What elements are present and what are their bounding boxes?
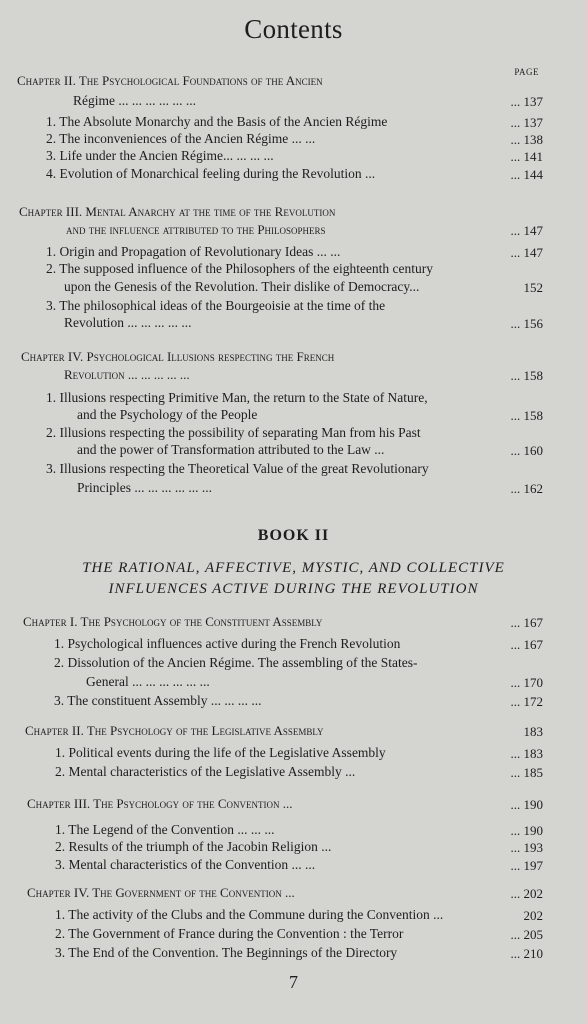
toc-line-text: Chapter IV. The Government of the Convention ...	[27, 885, 295, 900]
toc-entry-line	[46, 165, 375, 182]
toc-page-number: ... 167	[510, 637, 543, 652]
toc-line-text: 2. Results of the triumph of the Jacobin Religion ...	[55, 839, 332, 854]
toc-entry-line	[46, 113, 387, 130]
toc-line-text: 1. Illusions respecting Primitive Man, the return to the State of Nature,	[46, 390, 428, 405]
toc-entry-line	[46, 260, 433, 277]
toc-entry-line	[46, 243, 340, 260]
toc-line-text: Revolution ... ... ... ... ...	[64, 315, 192, 330]
toc-line-text: 2. Illusions respecting the possibility of separating Man from his Past	[46, 425, 421, 440]
toc-entry-line	[55, 906, 443, 923]
toc-line-text: and the power of Transformation attributed to the Law ...	[77, 442, 385, 457]
toc-page-number: ... 156	[510, 316, 543, 331]
toc-line-text: 1. Political events during the life of the Legislative Assembly	[55, 745, 386, 760]
toc-line-text: Chapter III. Mental Anarchy at the time of the Revolution	[19, 204, 336, 219]
toc-chapter-line	[25, 722, 323, 739]
toc-entry-line	[64, 278, 419, 295]
toc-page-number: ... 190	[510, 797, 543, 812]
toc-chapter-line	[66, 221, 326, 238]
toc-page-number: ... 138	[510, 132, 543, 147]
toc-line-text: Chapter I. The Psychology of the Constituent Assembly	[23, 614, 323, 629]
toc-page-number: 152	[523, 280, 543, 295]
book-heading: BOOK II	[257, 527, 330, 544]
toc-line-text: 2. Dissolution of the Ancien Régime. The assembling of the States-	[54, 655, 418, 670]
toc-line-text: 3. The End of the Convention. The Beginnings of the Directory	[55, 945, 398, 960]
toc-line-text: 1. The Legend of the Convention ... ... ...	[55, 822, 275, 837]
toc-entry-line	[46, 130, 315, 147]
toc-page-number: ... 172	[510, 694, 543, 709]
toc-line-text: 2. Mental characteristics of the Legislative Assembly ...	[55, 764, 356, 779]
toc-line-text: 1. Origin and Propagation of Revolutionary Ideas ... ...	[46, 244, 341, 259]
page-number: 7	[289, 972, 298, 992]
toc-line-text: and the Psychology of the People	[77, 407, 258, 422]
toc-entry-line	[73, 92, 196, 109]
toc-line-text: 1. Psychological influences active during the French Revolution	[54, 636, 401, 651]
book-subtitle-line-2: INFLUENCES ACTIVE DURING THE REVOLUTION	[108, 581, 479, 597]
toc-page-number: ... 144	[510, 167, 543, 182]
toc-line-text: General ... ... ... ... ... ...	[86, 674, 210, 689]
toc-chapter-line	[17, 72, 323, 89]
toc-line-text: Chapter II. The Psychological Foundations of the Ancien	[17, 73, 323, 88]
toc-line-text: 2. The Government of France during the Convention : the Terror	[55, 926, 404, 941]
toc-entry-line	[55, 944, 397, 961]
toc-page-number: ... 158	[510, 368, 543, 383]
toc-entry-line	[55, 925, 403, 942]
toc-page-number: ... 183	[510, 746, 543, 761]
toc-entry-line	[54, 635, 400, 652]
toc-entry-line	[64, 314, 192, 331]
toc-entry-line	[77, 479, 212, 496]
toc-entry-line	[55, 821, 274, 838]
toc-line-text: Chapter III. The Psychology of the Convention ...	[27, 796, 293, 811]
toc-line-text: 1. The activity of the Clubs and the Commune during the Convention ...	[55, 907, 444, 922]
toc-line-text: 3. Illusions respecting the Theoretical Value of the great Revolutionary	[46, 461, 429, 476]
toc-page-number: 183	[523, 724, 543, 739]
toc-line-text: 3. The philosophical ideas of the Bourgeoisie at the time of the	[46, 298, 386, 313]
toc-page-number: ... 185	[510, 765, 543, 780]
toc-entry-line	[54, 654, 417, 671]
toc-entry-line	[55, 856, 315, 873]
toc-line-text: 2. The inconveniences of the Ancien Régime ... ...	[46, 131, 316, 146]
toc-page-number: ... 193	[510, 840, 543, 855]
toc-line-text: Revolution ... ... ... ... ...	[64, 367, 190, 382]
toc-page-number: ... 197	[510, 858, 543, 873]
book-subtitle-line-1: THE RATIONAL, AFFECTIVE, MYSTIC, AND COLLECTIVE	[82, 560, 505, 576]
toc-entry-line	[55, 838, 331, 855]
toc-line-text: 3. Life under the Ancien Régime... ... ... ...	[46, 148, 274, 163]
toc-line-text: 3. Mental characteristics of the Convention ... ...	[55, 857, 316, 872]
toc-entry-line	[46, 424, 421, 441]
toc-entry-line	[54, 692, 262, 709]
toc-entry-line	[77, 441, 384, 458]
toc-page-number: ... 147	[510, 245, 543, 260]
toc-page-number: ... 202	[510, 886, 543, 901]
toc-line-text: Chapter IV. Psychological Illusions respecting the French	[21, 349, 335, 364]
toc-entry-line	[46, 460, 429, 477]
toc-chapter-line	[27, 884, 295, 901]
toc-page-number: ... 190	[510, 823, 543, 838]
toc-line-text: 2. The supposed influence of the Philosophers of the eighteenth century	[46, 261, 434, 276]
toc-line-text: 4. Evolution of Monarchical feeling during the Revolution ...	[46, 166, 376, 181]
toc-line-text: Régime ... ... ... ... ... ...	[73, 93, 196, 108]
toc-entry-line	[55, 763, 355, 780]
toc-chapter-line	[19, 203, 335, 220]
toc-page-number: ... 137	[510, 94, 543, 109]
toc-page-number: ... 210	[510, 946, 543, 961]
toc-page-number: ... 137	[510, 115, 543, 130]
toc-page-number: ... 162	[510, 481, 543, 496]
toc-page-number: 202	[523, 908, 543, 923]
toc-line-text: upon the Genesis of the Revolution. Their dislike of Democracy...	[64, 279, 420, 294]
toc-page-number: ... 160	[510, 443, 543, 458]
toc-entry-line	[86, 673, 210, 690]
toc-page-number: ... 170	[510, 675, 543, 690]
toc-line-text: and the influence attributed to the Philosophers	[66, 222, 326, 237]
page-column-label: PAGE	[514, 67, 539, 77]
toc-entry-line	[46, 297, 385, 314]
toc-line-text: 1. The Absolute Monarchy and the Basis of the Ancien Régime	[46, 114, 388, 129]
toc-page-number: ... 147	[510, 223, 543, 238]
toc-page-number: ... 167	[510, 615, 543, 630]
toc-page-number: ... 141	[510, 149, 543, 164]
toc-chapter-line	[64, 366, 190, 383]
page-title: Contents	[244, 14, 343, 44]
toc-page-number: ... 205	[510, 927, 543, 942]
toc-line-text: 3. The constituent Assembly ... ... ... ...	[54, 693, 262, 708]
toc-line-text: Chapter II. The Psychology of the Legislative Assembly	[25, 723, 324, 738]
toc-chapter-line	[27, 795, 293, 812]
toc-chapter-line	[21, 348, 334, 365]
toc-entry-line	[46, 389, 428, 406]
toc-entry-line	[77, 406, 257, 423]
toc-page-number: ... 158	[510, 408, 543, 423]
toc-entry-line	[55, 744, 386, 761]
toc-entry-line	[46, 147, 274, 164]
toc-line-text: Principles ... ... ... ... ... ...	[77, 480, 212, 495]
toc-chapter-line	[23, 613, 322, 630]
